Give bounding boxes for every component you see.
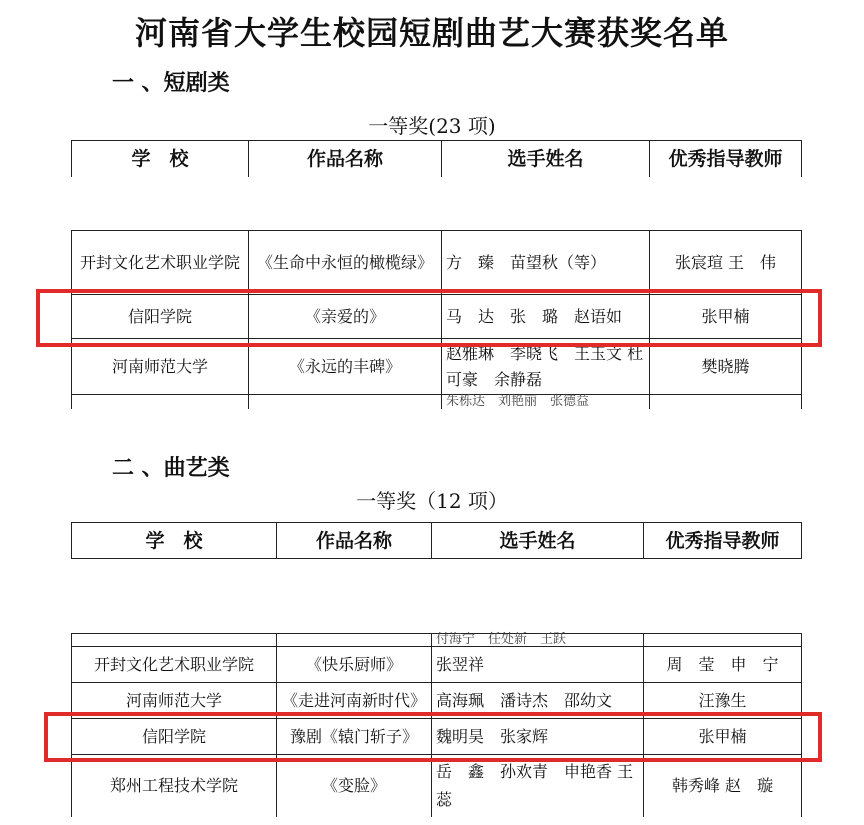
cell-work: 《变脸》 [277, 755, 432, 817]
table-row [72, 647, 802, 683]
highlight-box [36, 289, 822, 347]
drama-header-table [71, 140, 802, 177]
cell-work: 《永远的丰碑》 [249, 339, 442, 395]
cell-school: 信阳学院 [72, 295, 249, 339]
table-row [72, 231, 802, 295]
column-header-teacher: 优秀指导教师 [650, 141, 802, 177]
quyi-header-table [71, 522, 802, 559]
page-title: 河南省大学生校园短剧曲艺大赛获奖名单 [134, 14, 729, 52]
cell-players: 高海珮 潘诗杰 邵幼文 [432, 683, 644, 719]
cell-teacher: 张甲楠 [650, 295, 802, 339]
cell-school: 信阳学院 [72, 719, 277, 755]
cell-work: 《快乐厨师》 [277, 647, 432, 683]
cell-empty [72, 634, 277, 647]
cell-work: 豫剧《辕门斩子》 [277, 719, 432, 755]
cell-players: 魏明昊 张家辉 [432, 719, 644, 755]
cell-empty [249, 395, 442, 410]
column-header-school: 学 校 [72, 141, 249, 177]
cell-school: 河南师范大学 [72, 683, 277, 719]
cell-empty [650, 395, 802, 410]
table-row-cut [72, 634, 802, 647]
cell-empty [72, 395, 249, 410]
section-heading-quyi: 二 、曲艺类 [112, 456, 230, 481]
cell-work: 《生命中永恒的橄榄绿》 [249, 231, 442, 295]
column-header-work: 作品名称 [277, 523, 432, 559]
cell-teacher: 张甲楠 [644, 719, 802, 755]
cell-teacher: 韩秀峰 赵 璇 [644, 755, 802, 817]
cell-empty [644, 634, 802, 647]
cell-work: 《亲爱的》 [249, 295, 442, 339]
cell-players: 岳 鑫 孙欢青 申艳香 王 蕊 [432, 755, 644, 817]
section-heading-drama: 一 、短剧类 [112, 71, 230, 96]
cell-school: 开封文化艺术职业学院 [72, 647, 277, 683]
cell-school: 郑州工程技术学院 [72, 755, 277, 817]
column-header-school: 学 校 [72, 523, 277, 559]
cell-players: 赵雅琳 李晓飞 王玉文 杜可豪 余静磊 [442, 339, 650, 395]
cell-school: 开封文化艺术职业学院 [72, 231, 249, 295]
cell-teacher: 周 莹 申 宁 [644, 647, 802, 683]
cell-school: 河南师范大学 [72, 339, 249, 395]
table-row [72, 755, 802, 817]
column-header-work: 作品名称 [249, 141, 442, 177]
cell-players-cut: 朱栎达 刘艳丽 张德益 [442, 395, 650, 410]
award-level-quyi: 一等奖（12 项） [356, 489, 508, 513]
cell-work: 《走进河南新时代》 [277, 683, 432, 719]
cell-players: 方 臻 苗望秋（等） [442, 231, 650, 295]
column-header-teacher: 优秀指导教师 [644, 523, 802, 559]
column-header-players: 选手姓名 [432, 523, 644, 559]
cell-teacher: 樊晓腾 [650, 339, 802, 395]
table-row-cut [72, 395, 802, 410]
cell-players: 马 达 张 璐 赵语如 [442, 295, 650, 339]
cell-players-cut: 付海宁 任处新 王跃 [432, 634, 644, 647]
cell-players: 张翌祥 [432, 647, 644, 683]
award-level-drama: 一等奖(23 项) [368, 114, 496, 138]
column-header-players: 选手姓名 [442, 141, 650, 177]
cell-empty [277, 634, 432, 647]
highlight-box [44, 712, 822, 762]
cell-teacher: 汪豫生 [644, 683, 802, 719]
cell-teacher: 张宸瑄 王 伟 [650, 231, 802, 295]
